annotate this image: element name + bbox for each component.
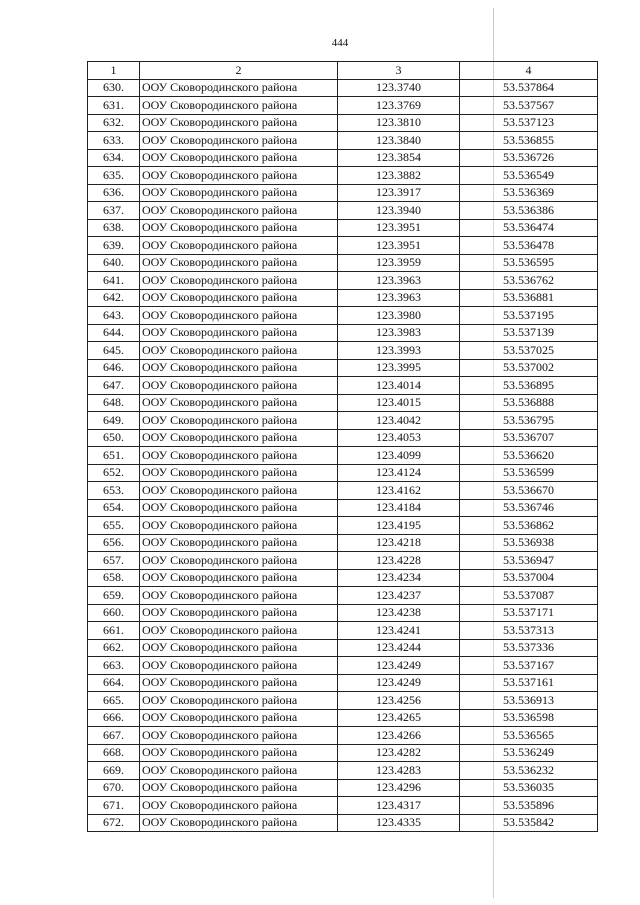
row-number: 667. <box>88 727 140 745</box>
organization-name: ООУ Сковородинского района <box>140 674 338 692</box>
table-row <box>88 412 598 430</box>
longitude-value: 123.3854 <box>338 149 460 167</box>
header-col-2: 2 <box>140 62 338 80</box>
row-number: 643. <box>88 307 140 325</box>
longitude-value: 123.3882 <box>338 167 460 185</box>
longitude-value: 123.4218 <box>338 534 460 552</box>
table-row <box>88 219 598 237</box>
table-row <box>88 709 598 727</box>
organization-name: ООУ Сковородинского района <box>140 412 338 430</box>
row-number: 656. <box>88 534 140 552</box>
row-number: 632. <box>88 114 140 132</box>
longitude-value: 123.3963 <box>338 289 460 307</box>
longitude-value: 123.3995 <box>338 359 460 377</box>
table-row <box>88 517 598 535</box>
organization-name: ООУ Сковородинского района <box>140 184 338 202</box>
row-number: 665. <box>88 692 140 710</box>
row-number: 652. <box>88 464 140 482</box>
longitude-value: 123.4053 <box>338 429 460 447</box>
longitude-value: 123.3917 <box>338 184 460 202</box>
organization-name: ООУ Сковородинского района <box>140 342 338 360</box>
latitude-value: 53.537004 <box>460 569 598 587</box>
latitude-value: 53.536386 <box>460 202 598 220</box>
organization-name: ООУ Сковородинского района <box>140 534 338 552</box>
header-col-4: 4 <box>460 62 598 80</box>
row-number: 640. <box>88 254 140 272</box>
row-number: 668. <box>88 744 140 762</box>
table-row <box>88 254 598 272</box>
latitude-value: 53.536746 <box>460 499 598 517</box>
table-row <box>88 289 598 307</box>
table-row <box>88 622 598 640</box>
longitude-value: 123.4042 <box>338 412 460 430</box>
table-row <box>88 464 598 482</box>
latitude-value: 53.536881 <box>460 289 598 307</box>
organization-name: ООУ Сковородинского района <box>140 709 338 727</box>
longitude-value: 123.4195 <box>338 517 460 535</box>
latitude-value: 53.536620 <box>460 447 598 465</box>
longitude-value: 123.4184 <box>338 499 460 517</box>
organization-name: ООУ Сковородинского района <box>140 202 338 220</box>
latitude-value: 53.536888 <box>460 394 598 412</box>
table-row <box>88 534 598 552</box>
organization-name: ООУ Сковородинского района <box>140 377 338 395</box>
latitude-value: 53.537161 <box>460 674 598 692</box>
longitude-value: 123.4244 <box>338 639 460 657</box>
latitude-value: 53.535842 <box>460 814 598 832</box>
longitude-value: 123.3959 <box>338 254 460 272</box>
longitude-value: 123.4296 <box>338 779 460 797</box>
longitude-value: 123.4266 <box>338 727 460 745</box>
organization-name: ООУ Сковородинского района <box>140 289 338 307</box>
longitude-value: 123.3993 <box>338 342 460 360</box>
row-number: 634. <box>88 149 140 167</box>
latitude-value: 53.536795 <box>460 412 598 430</box>
organization-name: ООУ Сковородинского района <box>140 149 338 167</box>
longitude-value: 123.4282 <box>338 744 460 762</box>
row-number: 637. <box>88 202 140 220</box>
longitude-value: 123.4238 <box>338 604 460 622</box>
latitude-value: 53.537171 <box>460 604 598 622</box>
latitude-value: 53.536598 <box>460 709 598 727</box>
organization-name: ООУ Сковородинского района <box>140 639 338 657</box>
table-row <box>88 762 598 780</box>
row-number: 669. <box>88 762 140 780</box>
table-row <box>88 552 598 570</box>
row-number: 638. <box>88 219 140 237</box>
table-body <box>88 79 598 832</box>
row-number: 649. <box>88 412 140 430</box>
organization-name: ООУ Сковородинского района <box>140 657 338 675</box>
table-row <box>88 604 598 622</box>
organization-name: ООУ Сковородинского района <box>140 79 338 97</box>
organization-name: ООУ Сковородинского района <box>140 272 338 290</box>
latitude-value: 53.536474 <box>460 219 598 237</box>
latitude-value: 53.535896 <box>460 797 598 815</box>
header-col-3: 3 <box>338 62 460 80</box>
organization-name: ООУ Сковородинского района <box>140 219 338 237</box>
organization-name: ООУ Сковородинского района <box>140 394 338 412</box>
latitude-value: 53.536947 <box>460 552 598 570</box>
table-row <box>88 342 598 360</box>
row-number: 654. <box>88 499 140 517</box>
row-number: 644. <box>88 324 140 342</box>
table-row <box>88 639 598 657</box>
row-number: 658. <box>88 569 140 587</box>
latitude-value: 53.537123 <box>460 114 598 132</box>
table-row <box>88 657 598 675</box>
table-row <box>88 779 598 797</box>
latitude-value: 53.536670 <box>460 482 598 500</box>
organization-name: ООУ Сковородинского района <box>140 762 338 780</box>
latitude-value: 53.537313 <box>460 622 598 640</box>
table-row <box>88 167 598 185</box>
organization-name: ООУ Сковородинского района <box>140 604 338 622</box>
row-number: 650. <box>88 429 140 447</box>
organization-name: ООУ Сковородинского района <box>140 97 338 115</box>
latitude-value: 53.537002 <box>460 359 598 377</box>
longitude-value: 123.4249 <box>338 657 460 675</box>
latitude-value: 53.536707 <box>460 429 598 447</box>
organization-name: ООУ Сковородинского района <box>140 359 338 377</box>
table-row <box>88 447 598 465</box>
page-number: 444 <box>331 37 349 49</box>
longitude-value: 123.4014 <box>338 377 460 395</box>
table-header <box>88 62 598 80</box>
row-number: 639. <box>88 237 140 255</box>
organization-name: ООУ Сковородинского района <box>140 552 338 570</box>
organization-name: ООУ Сковородинского района <box>140 482 338 500</box>
table-row <box>88 814 598 832</box>
row-number: 657. <box>88 552 140 570</box>
row-number: 635. <box>88 167 140 185</box>
row-number: 645. <box>88 342 140 360</box>
longitude-value: 123.4317 <box>338 797 460 815</box>
latitude-value: 53.537087 <box>460 587 598 605</box>
organization-name: ООУ Сковородинского района <box>140 727 338 745</box>
organization-name: ООУ Сковородинского района <box>140 692 338 710</box>
latitude-value: 53.536726 <box>460 149 598 167</box>
table-row <box>88 394 598 412</box>
row-number: 631. <box>88 97 140 115</box>
table-row <box>88 132 598 150</box>
organization-name: ООУ Сковородинского района <box>140 429 338 447</box>
row-number: 651. <box>88 447 140 465</box>
longitude-value: 123.3983 <box>338 324 460 342</box>
organization-name: ООУ Сковородинского района <box>140 569 338 587</box>
longitude-value: 123.3810 <box>338 114 460 132</box>
longitude-value: 123.4335 <box>338 814 460 832</box>
table-row <box>88 429 598 447</box>
row-number: 663. <box>88 657 140 675</box>
header-row <box>88 62 598 80</box>
row-number: 666. <box>88 709 140 727</box>
longitude-value: 123.4249 <box>338 674 460 692</box>
longitude-value: 123.3951 <box>338 219 460 237</box>
organization-name: ООУ Сковородинского района <box>140 797 338 815</box>
longitude-value: 123.4265 <box>338 709 460 727</box>
table-row <box>88 499 598 517</box>
longitude-value: 123.4099 <box>338 447 460 465</box>
latitude-value: 53.537025 <box>460 342 598 360</box>
organization-name: ООУ Сковородинского района <box>140 814 338 832</box>
row-number: 647. <box>88 377 140 395</box>
row-number: 642. <box>88 289 140 307</box>
latitude-value: 53.536599 <box>460 464 598 482</box>
latitude-value: 53.537864 <box>460 79 598 97</box>
latitude-value: 53.536478 <box>460 237 598 255</box>
organization-name: ООУ Сковородинского района <box>140 132 338 150</box>
longitude-value: 123.4241 <box>338 622 460 640</box>
longitude-value: 123.4015 <box>338 394 460 412</box>
latitude-value: 53.536035 <box>460 779 598 797</box>
longitude-value: 123.4124 <box>338 464 460 482</box>
row-number: 670. <box>88 779 140 797</box>
latitude-value: 53.536913 <box>460 692 598 710</box>
latitude-value: 53.536855 <box>460 132 598 150</box>
organization-name: ООУ Сковородинского района <box>140 499 338 517</box>
table-row <box>88 744 598 762</box>
row-number: 630. <box>88 79 140 97</box>
latitude-value: 53.536369 <box>460 184 598 202</box>
organization-name: ООУ Сковородинского района <box>140 517 338 535</box>
table-row <box>88 727 598 745</box>
row-number: 655. <box>88 517 140 535</box>
table-row <box>88 114 598 132</box>
row-number: 660. <box>88 604 140 622</box>
header-col-1: 1 <box>88 62 140 80</box>
latitude-value: 53.536565 <box>460 727 598 745</box>
row-number: 646. <box>88 359 140 377</box>
longitude-value: 123.3940 <box>338 202 460 220</box>
organization-name: ООУ Сковородинского района <box>140 324 338 342</box>
table-row <box>88 97 598 115</box>
organization-name: ООУ Сковородинского района <box>140 464 338 482</box>
row-number: 661. <box>88 622 140 640</box>
table-row <box>88 184 598 202</box>
longitude-value: 123.3769 <box>338 97 460 115</box>
latitude-value: 53.536232 <box>460 762 598 780</box>
row-number: 664. <box>88 674 140 692</box>
organization-name: ООУ Сковородинского района <box>140 237 338 255</box>
coordinates-table <box>87 61 598 832</box>
table-row <box>88 149 598 167</box>
row-number: 672. <box>88 814 140 832</box>
organization-name: ООУ Сковородинского района <box>140 779 338 797</box>
latitude-value: 53.537167 <box>460 657 598 675</box>
row-number: 662. <box>88 639 140 657</box>
row-number: 648. <box>88 394 140 412</box>
latitude-value: 53.536595 <box>460 254 598 272</box>
table-row <box>88 587 598 605</box>
row-number: 636. <box>88 184 140 202</box>
longitude-value: 123.4256 <box>338 692 460 710</box>
longitude-value: 123.3740 <box>338 79 460 97</box>
row-number: 633. <box>88 132 140 150</box>
organization-name: ООУ Сковородинского района <box>140 622 338 640</box>
latitude-value: 53.537139 <box>460 324 598 342</box>
latitude-value: 53.536938 <box>460 534 598 552</box>
longitude-value: 123.4162 <box>338 482 460 500</box>
table-row <box>88 79 598 97</box>
longitude-value: 123.3840 <box>338 132 460 150</box>
organization-name: ООУ Сковородинского района <box>140 447 338 465</box>
organization-name: ООУ Сковородинского района <box>140 744 338 762</box>
latitude-value: 53.537567 <box>460 97 598 115</box>
latitude-value: 53.537195 <box>460 307 598 325</box>
table-row <box>88 307 598 325</box>
longitude-value: 123.4237 <box>338 587 460 605</box>
table-row <box>88 359 598 377</box>
latitude-value: 53.537336 <box>460 639 598 657</box>
organization-name: ООУ Сковородинского района <box>140 254 338 272</box>
table-row <box>88 377 598 395</box>
latitude-value: 53.536549 <box>460 167 598 185</box>
row-number: 671. <box>88 797 140 815</box>
table-row <box>88 202 598 220</box>
row-number: 659. <box>88 587 140 605</box>
row-number: 653. <box>88 482 140 500</box>
longitude-value: 123.3951 <box>338 237 460 255</box>
latitude-value: 53.536762 <box>460 272 598 290</box>
row-number: 641. <box>88 272 140 290</box>
longitude-value: 123.3963 <box>338 272 460 290</box>
longitude-value: 123.4234 <box>338 569 460 587</box>
table-row <box>88 482 598 500</box>
latitude-value: 53.536862 <box>460 517 598 535</box>
longitude-value: 123.3980 <box>338 307 460 325</box>
table-row <box>88 324 598 342</box>
latitude-value: 53.536249 <box>460 744 598 762</box>
table-row <box>88 272 598 290</box>
table-row <box>88 569 598 587</box>
table-row <box>88 692 598 710</box>
table-row <box>88 797 598 815</box>
table-row <box>88 237 598 255</box>
longitude-value: 123.4283 <box>338 762 460 780</box>
organization-name: ООУ Сковородинского района <box>140 167 338 185</box>
organization-name: ООУ Сковородинского района <box>140 307 338 325</box>
organization-name: ООУ Сковородинского района <box>140 114 338 132</box>
latitude-value: 53.536895 <box>460 377 598 395</box>
table-row <box>88 674 598 692</box>
organization-name: ООУ Сковородинского района <box>140 587 338 605</box>
longitude-value: 123.4228 <box>338 552 460 570</box>
